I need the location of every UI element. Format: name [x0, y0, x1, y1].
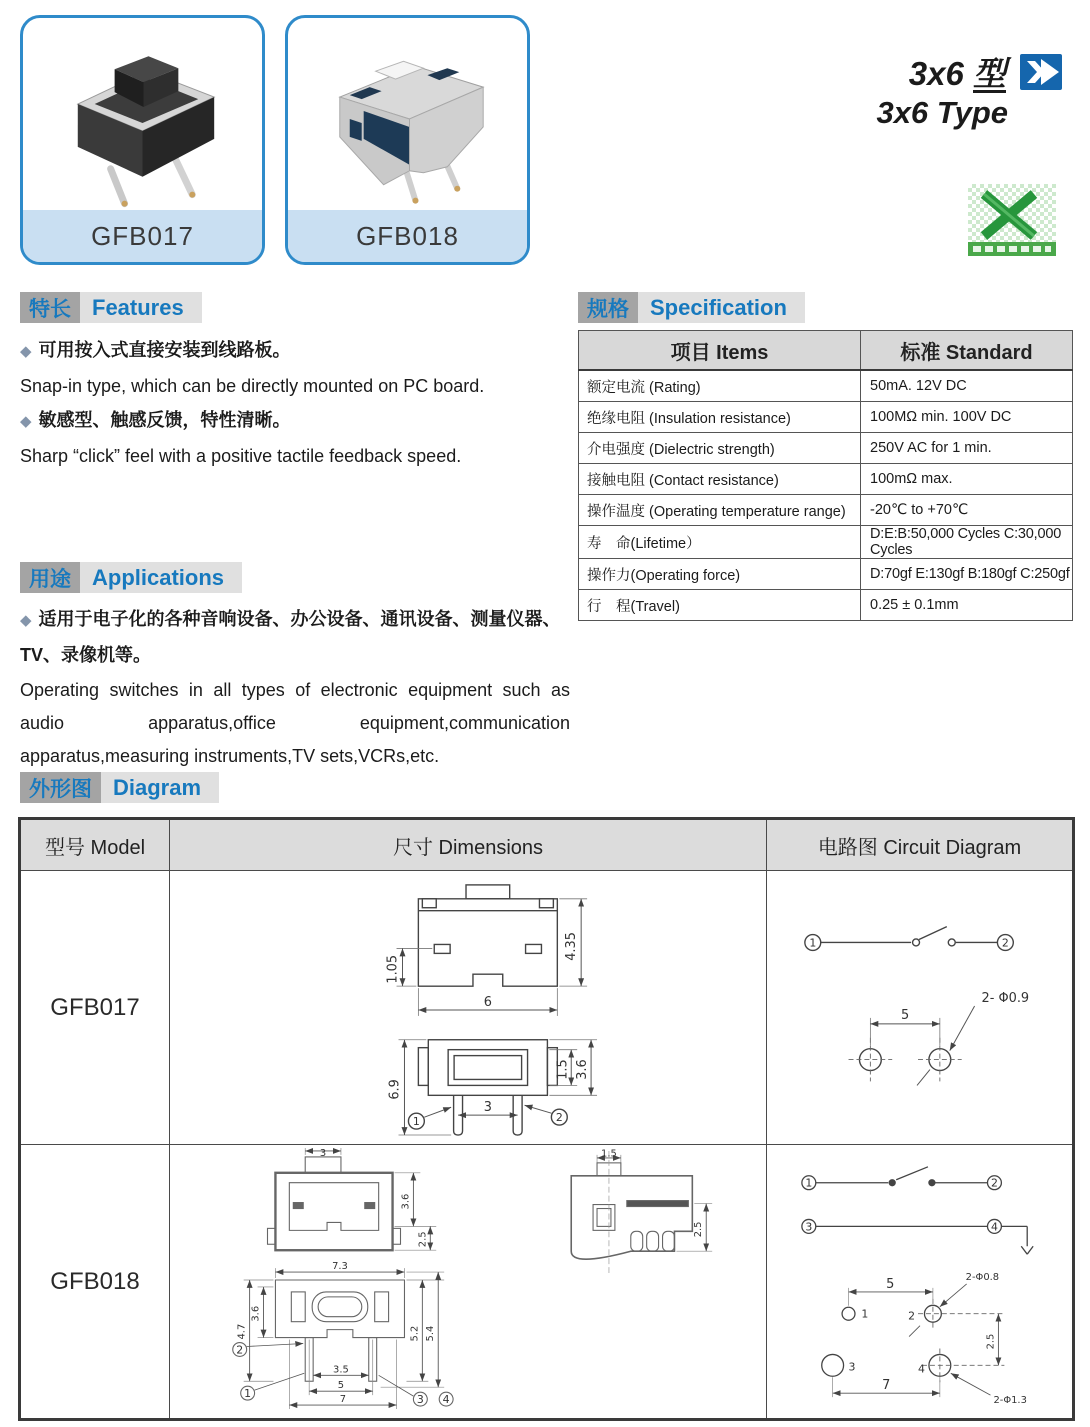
- applications-cn: [20, 602, 570, 672]
- diagram-col-dimensions: 尺寸 Dimensions: [170, 819, 767, 871]
- hole-number: 1: [860, 1307, 868, 1321]
- feature-item-2-en: Sharp “click” feel with a positive tactile feedback speed.: [20, 446, 462, 466]
- spec-value: -20℃ to +70℃: [861, 495, 1073, 526]
- bullet-diamond-icon: ◆: [20, 413, 32, 430]
- dim-label: 5.4: [425, 1325, 437, 1342]
- spec-item: 介电强度 (Dielectric strength): [579, 433, 861, 464]
- gfb017-dimension-drawing: [188, 871, 748, 1139]
- model-cell-gfb017: GFB017: [20, 871, 170, 1145]
- terminal-number: 3: [416, 1393, 424, 1407]
- spec-item: 接触电阻 (Contact resistance): [579, 464, 861, 495]
- dim-label: 3: [319, 1147, 327, 1159]
- applications-cn-text: 适用于电子化的各种音响设备、办公设备、通讯设备、测量仪器、TV、录像机等。: [20, 609, 561, 665]
- applications-body: [20, 602, 570, 773]
- spec-row-insulation: [579, 402, 1073, 433]
- dim-label: 5.2: [409, 1325, 421, 1342]
- terminal-number: 4: [990, 1220, 998, 1234]
- dim-label: 4.7: [236, 1323, 248, 1340]
- applications-section-tag: [20, 562, 242, 593]
- spec-header-row: [579, 331, 1073, 371]
- spec-row-rating: [579, 370, 1073, 402]
- spec-value: 50mA. 12V DC: [861, 370, 1073, 402]
- product-label-gfb017: GFB017: [23, 210, 262, 262]
- terminal-number: 4: [442, 1393, 450, 1407]
- spec-row-dielectric: [579, 433, 1073, 464]
- hole-note: 2- Φ0.9: [981, 991, 1029, 1007]
- features-tag-cn: 特长: [20, 292, 80, 323]
- terminal-number: 1: [804, 1176, 812, 1190]
- dim-label: 3.6: [250, 1305, 262, 1322]
- dim-label: 5: [337, 1380, 345, 1392]
- bullet-diamond-icon: ◆: [20, 612, 32, 629]
- dim-label: 7.3: [332, 1261, 348, 1273]
- dimensions-cell-gfb018: [170, 1145, 767, 1420]
- gfb018-switch-photo-illustration: [288, 19, 527, 209]
- features-section-tag: [20, 292, 202, 323]
- series-title-cn-prefix: 3x6: [908, 55, 973, 92]
- diagram-col-model: 型号 Model: [20, 819, 170, 871]
- feature-item-1-cn: [20, 333, 570, 369]
- circuit-cell-gfb017: [767, 871, 1074, 1145]
- product-photo-gfb018: [288, 18, 527, 210]
- spec-row-travel: [579, 590, 1073, 621]
- series-title-en: 3x6 Type: [876, 95, 1008, 130]
- dim-label: 1.05: [385, 954, 401, 984]
- spec-col-standard: 标准 Standard: [861, 331, 1073, 371]
- series-title-cn-kanji: 型: [973, 55, 1006, 92]
- specification-section-tag: [578, 292, 805, 323]
- diagram-tag-cn: 外形图: [20, 772, 101, 803]
- gfb018-circuit-diagram: [770, 1145, 1070, 1413]
- dim-label: 1.5: [555, 1059, 571, 1080]
- features-body: [20, 333, 570, 473]
- hole-note: 2-Φ0.8: [965, 1271, 999, 1283]
- features-tag-en: Features: [80, 292, 202, 323]
- specification-table: [578, 330, 1073, 621]
- spec-row-lifetime: [579, 526, 1073, 559]
- feature-item-2-cn: [20, 403, 570, 439]
- forward-arrow-icon: [1020, 54, 1062, 90]
- spec-item: 操作力(Operating force): [579, 559, 861, 590]
- applications-tag-cn: 用途: [20, 562, 80, 593]
- dim-label: 7: [881, 1378, 890, 1394]
- dim-label: 6: [483, 994, 492, 1010]
- terminal-number: 2: [1001, 936, 1009, 950]
- dim-label: 3.6: [400, 1193, 412, 1210]
- certification-logo: [968, 184, 1056, 256]
- specification-tag-cn: 规格: [578, 292, 638, 323]
- diagram-row-gfb018: [20, 1145, 1074, 1420]
- terminal-number: 2: [990, 1176, 998, 1190]
- spec-item: 操作温度 (Operating temperature range): [579, 495, 861, 526]
- specification-tag-en: Specification: [638, 292, 805, 323]
- diagram-section-tag: [20, 772, 219, 803]
- applications-en: Operating switches in all types of electronic equipment such as audio apparatus,office equipment,communication apparatus,measuring instruments,TV sets,VCRs,etc.: [20, 680, 570, 766]
- terminal-number: 1: [412, 1115, 420, 1129]
- hole-number: 3: [848, 1360, 855, 1374]
- dim-label: 3.6: [575, 1059, 591, 1080]
- dim-label: 6.9: [387, 1079, 403, 1100]
- series-title-row: [909, 48, 1062, 95]
- dim-label: 7: [339, 1394, 347, 1406]
- spec-value: 100mΩ max.: [861, 464, 1073, 495]
- spec-value: 100MΩ min. 100V DC: [861, 402, 1073, 433]
- spec-row-force: [579, 559, 1073, 590]
- hole-number: 4: [917, 1362, 925, 1376]
- feature-item-2-cn-text: 敏感型、触感反馈，特性清晰。: [38, 410, 291, 430]
- terminal-number: 2: [555, 1111, 563, 1125]
- diagram-col-circuit: 电路图 Circuit Diagram: [767, 819, 1074, 871]
- spec-item: 绝缘电阻 (Insulation resistance): [579, 402, 861, 433]
- bullet-diamond-icon: ◆: [20, 343, 32, 360]
- terminal-number: 2: [236, 1343, 244, 1357]
- diagram-header-row: [20, 819, 1074, 871]
- terminal-number: 1: [808, 936, 816, 950]
- dim-label: 5: [885, 1276, 894, 1292]
- spec-item: 额定电流 (Rating): [579, 370, 861, 402]
- dim-label: 3.5: [333, 1364, 349, 1376]
- certification-logo-mark: [968, 184, 1056, 256]
- circuit-cell-gfb018: [767, 1145, 1074, 1420]
- spec-item: 行 程(Travel): [579, 590, 861, 621]
- dim-label: 2.5: [693, 1221, 705, 1238]
- terminal-number: 1: [244, 1387, 252, 1401]
- product-card-gfb018: [285, 15, 530, 265]
- dimensions-cell-gfb017: [170, 871, 767, 1145]
- spec-value: 0.25 ± 0.1mm: [861, 590, 1073, 621]
- terminal-number: 3: [804, 1220, 812, 1234]
- diagram-table: [18, 817, 1075, 1421]
- product-card-gfb017: [20, 15, 265, 265]
- gfb017-circuit-diagram: [770, 871, 1070, 1139]
- dim-label: 1.5: [601, 1148, 617, 1160]
- spec-row-contact: [579, 464, 1073, 495]
- hole-note: 2-Φ1.3: [992, 1395, 1027, 1407]
- feature-item-1-cn-text: 可用按入式直接安装到线路板。: [38, 340, 291, 360]
- dim-label: 4.35: [564, 932, 580, 961]
- product-photo-gfb017: [23, 18, 262, 210]
- feature-item-1-en: Snap-in type, which can be directly mounted on PC board.: [20, 376, 485, 396]
- applications-tag-en: Applications: [80, 562, 242, 593]
- dim-label: 2.5: [417, 1231, 429, 1248]
- spec-value: D:70gf E:130gf B:180gf C:250gf: [861, 559, 1073, 590]
- spec-value: D:E:B:50,000 Cycles C:30,000 Cycles: [861, 526, 1073, 559]
- gfb017-switch-photo-illustration: [23, 19, 262, 209]
- spec-value: 250V AC for 1 min.: [861, 433, 1073, 464]
- spec-item: 寿 命(Lifetime）: [579, 526, 861, 559]
- hole-number: 2: [907, 1309, 915, 1323]
- spec-col-items: 项目 Items: [579, 331, 861, 371]
- diagram-tag-en: Diagram: [101, 772, 219, 803]
- dim-label: 3: [483, 1100, 492, 1116]
- dim-label: 5: [900, 1007, 909, 1023]
- gfb018-dimension-drawing: [188, 1145, 748, 1413]
- dim-label: 2.5: [984, 1333, 996, 1350]
- product-label-gfb018: GFB018: [288, 210, 527, 262]
- spec-row-temperature: [579, 495, 1073, 526]
- series-title-cn: [909, 48, 1006, 95]
- diagram-row-gfb017: [20, 871, 1074, 1145]
- model-cell-gfb018: GFB018: [20, 1145, 170, 1420]
